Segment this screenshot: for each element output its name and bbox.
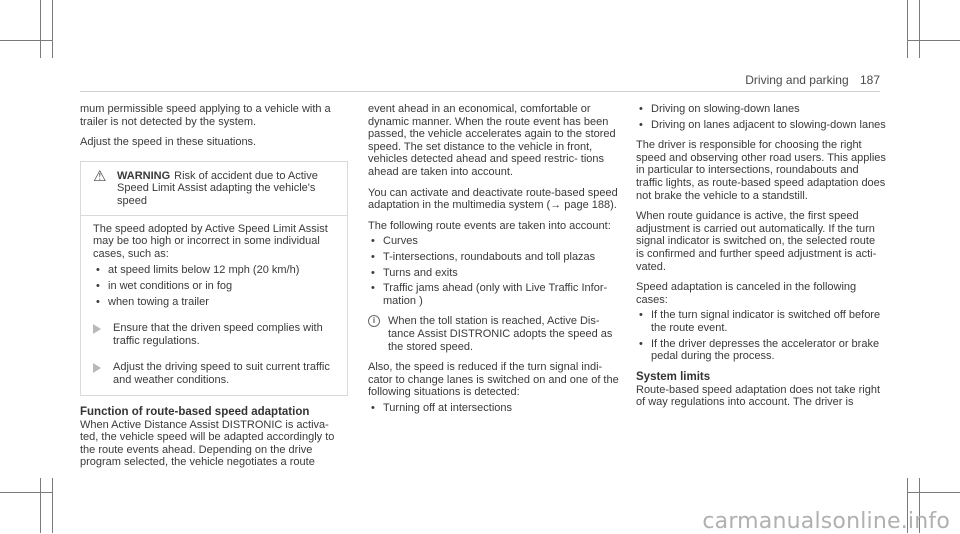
list-item: • Turning off at intersections xyxy=(368,402,626,415)
paragraph: Route-based speed adaptation does not take right of way regulations into account. The driver is xyxy=(636,383,881,409)
bullet-list xyxy=(93,264,337,308)
paragraph: event ahead in an economical, comfortable or dynamic manner. When the route event has been passed, the vehicle accelerates again to the stored speed. The set distance to the vehicle in front, vehicles detected ahead and speed restric- tions ahead are taken into account. xyxy=(368,103,616,178)
crop-mark xyxy=(40,478,41,533)
note-text: When the toll station is reached, Active Dis- tance Assist DISTRONIC adopts the speed as the stored speed. xyxy=(388,315,613,353)
crop-mark xyxy=(907,40,960,41)
watermark: carmanualsonline.info xyxy=(702,509,950,534)
column-2 xyxy=(368,103,626,422)
action-arrow-icon xyxy=(93,363,101,373)
warning-header xyxy=(81,162,347,216)
action-text: Ensure that the driven speed complies with traffic regulations. xyxy=(113,322,323,347)
list-item: • Turns and exits xyxy=(368,267,626,280)
page-number: 187 xyxy=(859,73,880,87)
warning-body xyxy=(81,216,347,309)
warning-title-text: Risk of accident due to Active Speed Limit Assist adapting the vehicle's speed xyxy=(117,169,318,207)
warning-title xyxy=(117,170,339,208)
crop-mark xyxy=(40,0,41,58)
crop-mark xyxy=(0,492,52,493)
paragraph: mum permissible speed applying to a vehicle with a trailer is not detected by the system. xyxy=(80,103,331,128)
action-step xyxy=(81,322,347,347)
paragraph: Speed adaptation is canceled in the following cases: xyxy=(636,281,857,306)
paragraph: The driver is responsible for choosing the right speed and observing other road users. This applies in particular to intersections, roundabouts and traffic lights, as route-based speed adaptation does not brake the vehicle to a standstill. xyxy=(636,139,886,202)
section-title: Driving and parking xyxy=(745,73,849,87)
bullet-list xyxy=(368,402,626,415)
warning-triangle-icon: ⚠ xyxy=(93,167,107,185)
action-step xyxy=(81,361,347,386)
info-icon: i xyxy=(368,315,380,327)
section-heading: System limits xyxy=(636,370,711,383)
crop-mark xyxy=(907,492,960,493)
paragraph: When Active Distance Assist DISTRONIC is activa- ted, the vehicle speed will be adapted accordingly to the route events ahead. Depending on the drive program selected, the vehicle negotiates a route xyxy=(80,418,335,469)
list-item: • Curves xyxy=(368,235,626,248)
list-item: • T-intersections, roundabouts and toll plazas xyxy=(368,251,626,264)
bullet-list xyxy=(636,309,886,362)
info-note xyxy=(368,315,626,353)
bullet-list xyxy=(368,235,626,307)
action-arrow-icon xyxy=(93,324,101,334)
list-item: • when towing a trailer xyxy=(93,296,337,309)
list-item: • Driving on lanes adjacent to slowing-down lanes xyxy=(636,119,886,132)
list-item: • If the driver depresses the accelerator or brake pedal during the process. xyxy=(636,338,886,363)
paragraph: Also, the speed is reduced if the turn signal indi- cator to change lanes is switched on and one of the following situations is detected: xyxy=(368,361,619,399)
list-item: • Traffic jams ahead (only with Live Traffic Infor- mation ) xyxy=(368,282,626,307)
bullet-list xyxy=(636,103,886,131)
list-item: • in wet conditions or in fog xyxy=(93,280,337,293)
paragraph: The following route events are taken into account: xyxy=(368,219,611,232)
warning-label: WARNING xyxy=(117,169,171,182)
list-item: • at speed limits below 12 mph (20 km/h) xyxy=(93,264,337,277)
column-1 xyxy=(80,103,348,477)
warning-box xyxy=(80,161,348,396)
paragraph: You can activate and deactivate route-based speed adaptation in the multimedia system (→ page 188). xyxy=(368,186,618,212)
header-divider xyxy=(80,91,880,92)
paragraph: Adjust the speed in these situations. xyxy=(80,136,257,149)
list-item: • Driving on slowing-down lanes xyxy=(636,103,886,116)
crop-mark xyxy=(907,0,908,58)
paragraph: When route guidance is active, the first speed adjustment is carried out automatically. If the turn signal indicator is switched on, the selected route is confirmed and further speed adjustment is acti- vated. xyxy=(636,210,877,273)
crop-mark xyxy=(52,0,53,58)
action-text: Adjust the driving speed to suit current traffic and weather conditions. xyxy=(113,361,330,386)
crop-mark xyxy=(919,0,920,58)
crop-mark xyxy=(52,478,53,533)
page-header xyxy=(745,74,880,87)
section-heading: Function of route-based speed adaptation xyxy=(80,405,310,418)
list-item: • If the turn signal indicator is switched off before the route event. xyxy=(636,309,886,334)
paragraph: The speed adopted by Active Speed Limit Assist may be too high or incorrect in some individual cases, such as: xyxy=(93,222,328,260)
column-3 xyxy=(636,103,886,417)
crop-mark xyxy=(0,40,52,41)
